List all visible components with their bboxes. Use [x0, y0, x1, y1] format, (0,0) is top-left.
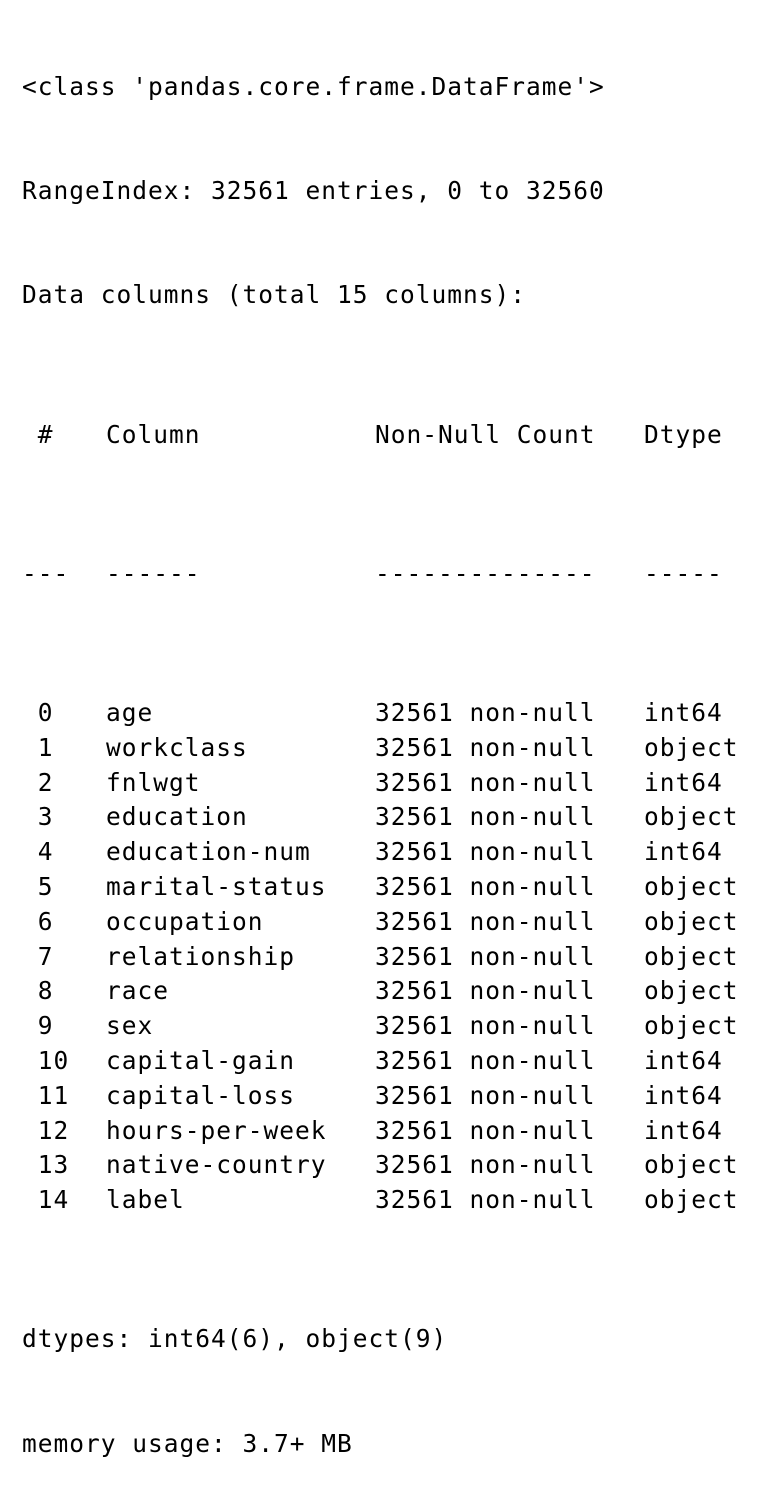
- row-column-name: age: [106, 697, 154, 727]
- row-non-null-count: 32561 non-null: [375, 1080, 596, 1110]
- row-index: 12: [22, 1115, 70, 1145]
- row-index: 3: [22, 802, 54, 832]
- row-column-name: workclass: [106, 732, 248, 762]
- row-dtype: object: [644, 1011, 739, 1041]
- row-non-null-count: 32561 non-null: [375, 941, 596, 971]
- row-index: 1: [22, 732, 54, 762]
- row-index: 7: [22, 941, 54, 971]
- row-non-null-count: 32561 non-null: [375, 1011, 596, 1041]
- row-column-name: hours-per-week: [106, 1115, 327, 1145]
- table-row: [22, 940, 772, 975]
- row-index: 4: [22, 837, 54, 867]
- table-row: [22, 1009, 772, 1044]
- row-dtype: object: [644, 871, 739, 901]
- table-body: [22, 696, 772, 1218]
- row-index: 0: [22, 697, 54, 727]
- row-index: 14: [22, 1185, 70, 1215]
- table-row: [22, 974, 772, 1009]
- dtypes-summary-line: dtypes: int64(6), object(9): [22, 1324, 448, 1354]
- row-dtype: object: [644, 1185, 739, 1215]
- row-dtype: object: [644, 906, 739, 936]
- table-row: [22, 1114, 772, 1149]
- row-column-name: capital-loss: [106, 1080, 296, 1110]
- row-column-name: native-country: [106, 1150, 327, 1180]
- row-index: 9: [22, 1011, 54, 1041]
- row-index: 13: [22, 1150, 70, 1180]
- row-index: 2: [22, 767, 54, 797]
- row-index: 10: [22, 1045, 70, 1075]
- row-non-null-count: 32561 non-null: [375, 767, 596, 797]
- separator-index: ---: [22, 558, 70, 588]
- table-row: [22, 1079, 772, 1114]
- table-row: [22, 800, 772, 835]
- row-column-name: education-num: [106, 837, 311, 867]
- row-non-null-count: 32561 non-null: [375, 1185, 596, 1215]
- table-row: [22, 766, 772, 801]
- row-dtype: int64: [644, 837, 723, 867]
- row-index: 5: [22, 871, 54, 901]
- memory-usage-line: memory usage: 3.7+ MB: [22, 1428, 353, 1458]
- row-index: 6: [22, 906, 54, 936]
- row-dtype: int64: [644, 1080, 723, 1110]
- row-index: 8: [22, 976, 54, 1006]
- table-row: [22, 696, 772, 731]
- header-column: Column: [106, 419, 201, 449]
- row-column-name: capital-gain: [106, 1045, 296, 1075]
- row-non-null-count: 32561 non-null: [375, 976, 596, 1006]
- row-dtype: int64: [644, 1045, 723, 1075]
- row-dtype: object: [644, 1150, 739, 1180]
- row-non-null-count: 32561 non-null: [375, 697, 596, 727]
- table-separator-row: [22, 557, 772, 592]
- row-column-name: fnlwgt: [106, 767, 201, 797]
- row-dtype: int64: [644, 1115, 723, 1145]
- row-column-name: sex: [106, 1011, 154, 1041]
- table-row: [22, 870, 772, 905]
- table-row: [22, 1183, 772, 1218]
- table-row: [22, 905, 772, 940]
- data-columns-line: Data columns (total 15 columns):: [22, 280, 527, 310]
- row-non-null-count: 32561 non-null: [375, 1150, 596, 1180]
- row-non-null-count: 32561 non-null: [375, 732, 596, 762]
- row-column-name: relationship: [106, 941, 296, 971]
- dataframe-info-output: [22, 0, 772, 1496]
- row-non-null-count: 32561 non-null: [375, 906, 596, 936]
- class-line: <class 'pandas.core.frame.DataFrame'>: [22, 71, 605, 101]
- row-dtype: object: [644, 941, 739, 971]
- separator-column: ------: [106, 558, 201, 588]
- row-dtype: int64: [644, 767, 723, 797]
- row-column-name: race: [106, 976, 170, 1006]
- row-non-null-count: 32561 non-null: [375, 802, 596, 832]
- row-column-name: education: [106, 802, 248, 832]
- row-index: 11: [22, 1080, 70, 1110]
- table-row: [22, 1044, 772, 1079]
- row-dtype: object: [644, 802, 739, 832]
- separator-dtype: -----: [644, 558, 723, 588]
- row-non-null-count: 32561 non-null: [375, 1045, 596, 1075]
- row-dtype: int64: [644, 697, 723, 727]
- row-column-name: marital-status: [106, 871, 327, 901]
- header-dtype: Dtype: [644, 419, 723, 449]
- row-dtype: object: [644, 732, 739, 762]
- row-dtype: object: [644, 976, 739, 1006]
- header-index: #: [22, 419, 54, 449]
- table-row: [22, 731, 772, 766]
- table-row: [22, 835, 772, 870]
- separator-non-null-count: --------------: [375, 558, 596, 588]
- header-non-null-count: Non-Null Count: [375, 419, 596, 449]
- table-row: [22, 1148, 772, 1183]
- range-index-line: RangeIndex: 32561 entries, 0 to 32560: [22, 175, 605, 205]
- row-column-name: occupation: [106, 906, 264, 936]
- row-column-name: label: [106, 1185, 185, 1215]
- table-header-row: [22, 418, 772, 453]
- row-non-null-count: 32561 non-null: [375, 1115, 596, 1145]
- row-non-null-count: 32561 non-null: [375, 837, 596, 867]
- row-non-null-count: 32561 non-null: [375, 871, 596, 901]
